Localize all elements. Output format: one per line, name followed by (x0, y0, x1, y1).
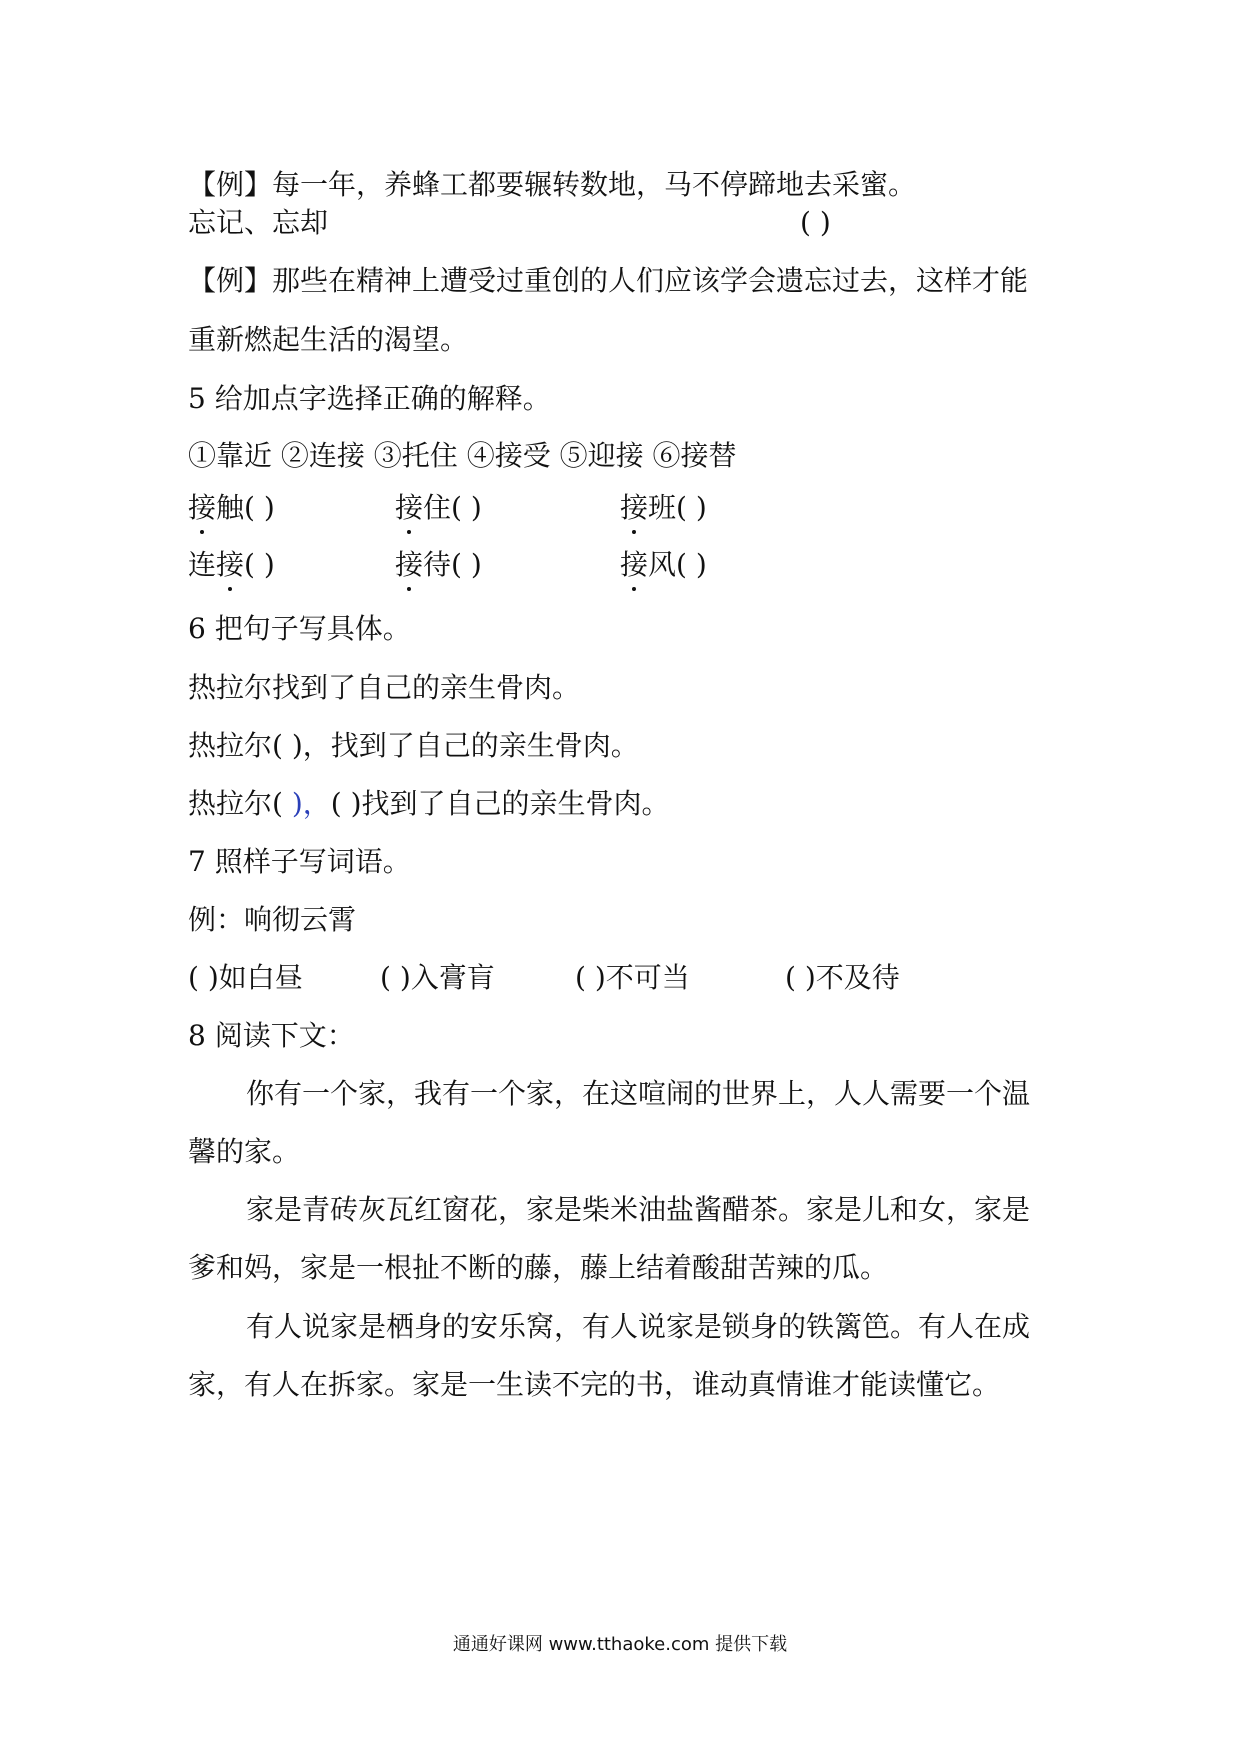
q5-item-1: 接触( ) (188, 488, 275, 528)
question-6-fill-2: 热拉尔( )，( )找到了自己的亲生骨肉。 (188, 787, 670, 820)
question-5-title: 5 给加点字选择正确的解释。 (188, 382, 551, 415)
passage-p3-line-1: 有人说家是栖身的安乐窝，有人说家是锁身的铁篱笆。有人在成 (246, 1310, 1031, 1343)
dotted-char: 接 (620, 545, 648, 585)
question-6-title: 6 把句子写具体。 (188, 612, 411, 645)
passage-p1-line-2: 馨的家。 (188, 1135, 301, 1168)
q7-item-4: ( )不及待 (785, 961, 900, 994)
q5-item-5: 接待( ) (395, 545, 482, 585)
q7-item-1: ( )如白昼 (188, 961, 303, 994)
dotted-char: 接 (188, 488, 216, 528)
dotted-char: 接 (216, 545, 244, 585)
example-sentence-1: 【例】每一年，养蜂工都要辗转数地，马不停蹄地去采蜜。 (188, 168, 917, 201)
word-pair-blank: ( ) (800, 206, 831, 239)
q5-item-3: 接班( ) (620, 488, 707, 528)
dotted-char: 接 (620, 488, 648, 528)
question-6-sentence: 热拉尔找到了自己的亲生骨肉。 (188, 671, 581, 704)
question-7-example: 例：响彻云霄 (188, 903, 357, 936)
q5-item-6: 接风( ) (620, 545, 707, 585)
question-5-options: ①靠近 ②连接 ③托住 ④接受 ⑤迎接 ⑥接替 (188, 439, 737, 472)
question-7-title: 7 照样子写词语。 (188, 845, 411, 878)
word-pair: 忘记、忘却 (188, 206, 329, 239)
page-footer: 通通好课网 www.tthaoke.com 提供下载 (452, 1634, 788, 1655)
example-sentence-2-line-1: 【例】那些在精神上遭受过重创的人们应该学会遗忘过去，这样才能 (188, 264, 1029, 297)
q5-item-2: 接住( ) (395, 488, 482, 528)
q7-item-3: ( )不可当 (575, 961, 690, 994)
passage-p2-line-2: 爹和妈，家是一根扯不断的藤，藤上结着酸甜苦辣的瓜。 (188, 1251, 889, 1284)
q5-item-4: 连接( ) (188, 545, 275, 585)
passage-p1-line-1: 你有一个家，我有一个家，在这喧闹的世界上，人人需要一个温 (246, 1077, 1031, 1110)
dotted-char: 接 (395, 545, 423, 585)
example-sentence-2-line-2: 重新燃起生活的渴望。 (188, 323, 469, 356)
question-6-fill-1: 热拉尔( )，找到了自己的亲生骨肉。 (188, 729, 639, 762)
dotted-char: 接 (395, 488, 423, 528)
passage-p2-line-1: 家是青砖灰瓦红窗花，家是柴米油盐酱醋茶。家是儿和女，家是 (246, 1193, 1031, 1226)
passage-p3-line-2: 家，有人在拆家。家是一生读不完的书，谁动真情谁才能读懂它。 (188, 1368, 1001, 1401)
q7-item-2: ( )入膏肓 (380, 961, 495, 994)
question-8-title: 8 阅读下文： (188, 1019, 355, 1052)
